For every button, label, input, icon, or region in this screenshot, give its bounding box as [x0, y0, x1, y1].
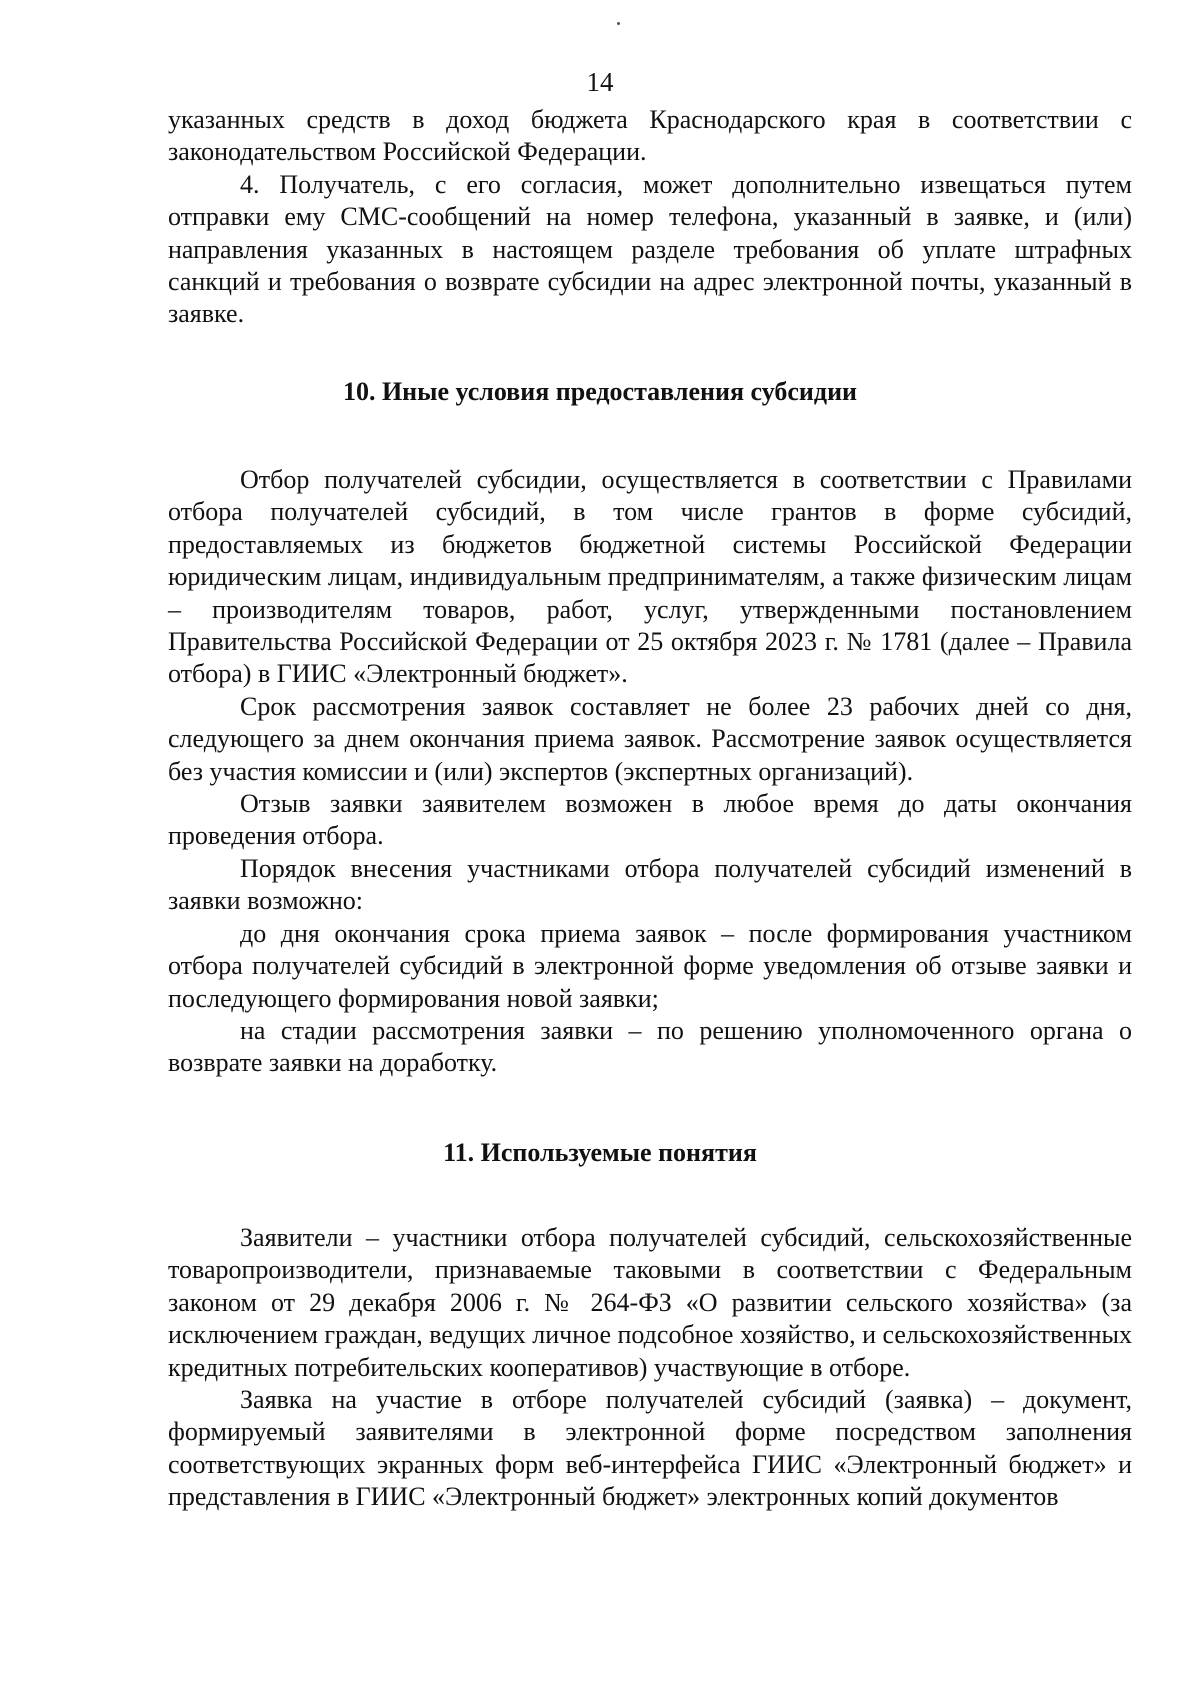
section11-body [168, 1222, 1132, 1514]
section10-heading: 10. Иные условия предоставления субсидии [342, 377, 858, 406]
paragraph: Срок рассмотрения заявок составляет не более 23 рабочих дней со дня, следующего за днем окончания приема заявок. Рассмотрение заявок осуществляется без участия комиссии и (или) экспертов (экспертных организаций). [168, 691, 1132, 786]
page-number: 14 [586, 67, 614, 97]
paragraph: Заявка на участие в отборе получателей субсидий (заявка) – документ, формируемый заявителями в электронной форме посредством заполнения соответствующих экранных форм веб-интерфейса ГИИС «Электронный бюджет» и представления в ГИИС «Электронный бюджет» электронных копий документов [168, 1385, 1132, 1512]
paragraph: указанных средств в доход бюджета Краснодарского края в соответствии с законодательством Российской Федерации. [168, 105, 1132, 167]
paragraph: Порядок внесения участниками отбора получателей субсидий изменений в заявки возможно: [168, 853, 1132, 916]
paragraph: Отзыв заявки заявителем возможен в любое время до даты окончания проведения отбора. [168, 789, 1132, 851]
section11-heading: 11. Используемые понятия [443, 1138, 757, 1167]
paragraph: Заявители – участники отбора получателей субсидий, сельскохозяйственные товаропроизводители, признаваемые таковыми в соответствии с Федеральным законом от 29 декабря 2006 г. № 264-ФЗ «О развитии сельского хозяйства» (за исключением граждан, ведущих личное подсобное хозяйство, и сельскохозяйственных кредитных потребительских кооперативов) участвующие в отборе. [168, 1223, 1132, 1382]
paragraph: на стадии рассмотрения заявки – по решению уполномоченного органа о возврате заявки на доработку. [168, 1015, 1132, 1078]
scan-speck [617, 22, 620, 25]
paragraph: до дня окончания срока приема заявок – после формирования участником отбора получателей субсидий в электронной форме уведомления об отзыве заявки и последующего формирования новой заявки; [168, 918, 1132, 1013]
section9-tail [168, 104, 1132, 331]
section10-body [168, 464, 1132, 1080]
paragraph: 4. Получатель, с его согласия, может дополнительно извещаться путем отправки ему СМС-сообщений на номер телефона, указанный в заявке, и (или) направления указанных в настоящем разделе требования об уплате штрафных санкций и требования о возврате субсидии на адрес электронной почты, указанный в заявке. [168, 169, 1132, 329]
paragraph: Отбор получателей субсидии, осуществляется в соответствии с Правилами отбора получателей субсидий, в том числе грантов в форме субсидий, предоставляемых из бюджетов бюджетной системы Российской Федерации юридическим лицам, индивидуальным предпринимателям, а также физическим лицам – производителям товаров, работ, услуг, утвержденными постановлением Правительства Российской Федерации от 25 октября 2023 г. № 1781 (далее – Правила отбора) в ГИИС «Электронный бюджет». [168, 465, 1132, 689]
